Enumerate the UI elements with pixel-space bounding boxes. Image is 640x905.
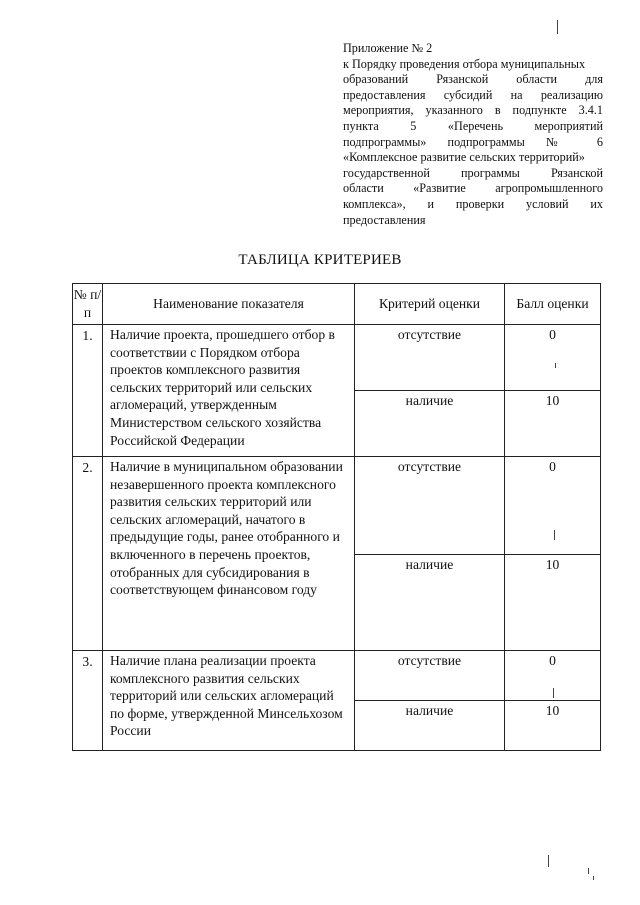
table-header-row [73, 284, 601, 325]
score-cell: 0 [505, 325, 601, 391]
appendix-line: области «Развитие агропромышленного [343, 181, 603, 196]
criterion-cell: наличие [355, 701, 505, 751]
score-cell: 0 [505, 457, 601, 555]
appendix-line: предоставления субсидий на реализацию [343, 87, 603, 102]
scan-speck [555, 363, 556, 368]
score-cell: 10 [505, 391, 601, 457]
score-cell: 10 [505, 555, 601, 651]
appendix-line: «Комплексное развитие сельских территорий» [343, 150, 585, 165]
scan-speck [554, 530, 555, 540]
indicator-name: Наличие проекта, прошедшего отбор в соответствии с Порядком отбора проектов комплексного развития сельских территорий или сельских агломераций, утвержденным Министерством сельского хозяйства Российской Федерации [103, 325, 355, 457]
appendix-line: подпрограммы» подпрограммы № 6 [343, 134, 603, 149]
appendix-line: к Порядку проведения отбора муниципальных [343, 56, 586, 71]
criterion-cell: отсутствие [355, 457, 505, 555]
scan-speck [548, 855, 549, 867]
indicator-name: Наличие плана реализации проекта комплексного развития сельских территорий или сельских агломераций по форме, утвержденной Минсельхозом России [103, 651, 355, 751]
header-num: № п/п [73, 284, 103, 325]
appendix-line: предоставления [343, 212, 426, 227]
header-criterion: Критерий оценки [355, 284, 505, 325]
criterion-cell: отсутствие [355, 325, 505, 391]
row-number: 1. [73, 325, 103, 457]
table-row [73, 651, 601, 701]
appendix-line: пункта 5 «Перечень мероприятий [343, 118, 603, 133]
scan-speck [593, 876, 594, 880]
score-cell: 10 [505, 701, 601, 751]
appendix-line: мероприятия, указанного в подпункте 3.4.1 [343, 103, 603, 118]
criterion-cell: отсутствие [355, 651, 505, 701]
appendix-line: комплекса», и проверки условий их [343, 196, 603, 211]
appendix-line: Приложение № 2 [343, 41, 433, 55]
indicator-name: Наличие в муниципальном образовании незавершенного проекта комплексного развития сельских территорий или сельских агломераций, начатого в предыдущие годы, ранее отобранного и включенного в перечень проектов, отобранных для субсидирования в соответствующем финансовом году [103, 457, 355, 651]
page-title: ТАБЛИЦА КРИТЕРИЕВ [238, 252, 402, 268]
appendix-note [343, 41, 603, 228]
scan-speck [557, 20, 558, 34]
scan-speck [553, 688, 554, 698]
criterion-cell: наличие [355, 391, 505, 457]
score-cell: 0 [505, 651, 601, 701]
criteria-table [72, 283, 601, 751]
scan-speck [588, 868, 589, 874]
appendix-line: государственной программы Рязанской [343, 165, 603, 180]
table-row [73, 457, 601, 555]
table-row [73, 325, 601, 391]
row-number: 2. [73, 457, 103, 651]
header-score: Балл оценки [505, 284, 601, 325]
appendix-line: образований Рязанской области для [343, 72, 603, 87]
header-name: Наименование показателя [103, 284, 355, 325]
criterion-cell: наличие [355, 555, 505, 651]
row-number: 3. [73, 651, 103, 751]
